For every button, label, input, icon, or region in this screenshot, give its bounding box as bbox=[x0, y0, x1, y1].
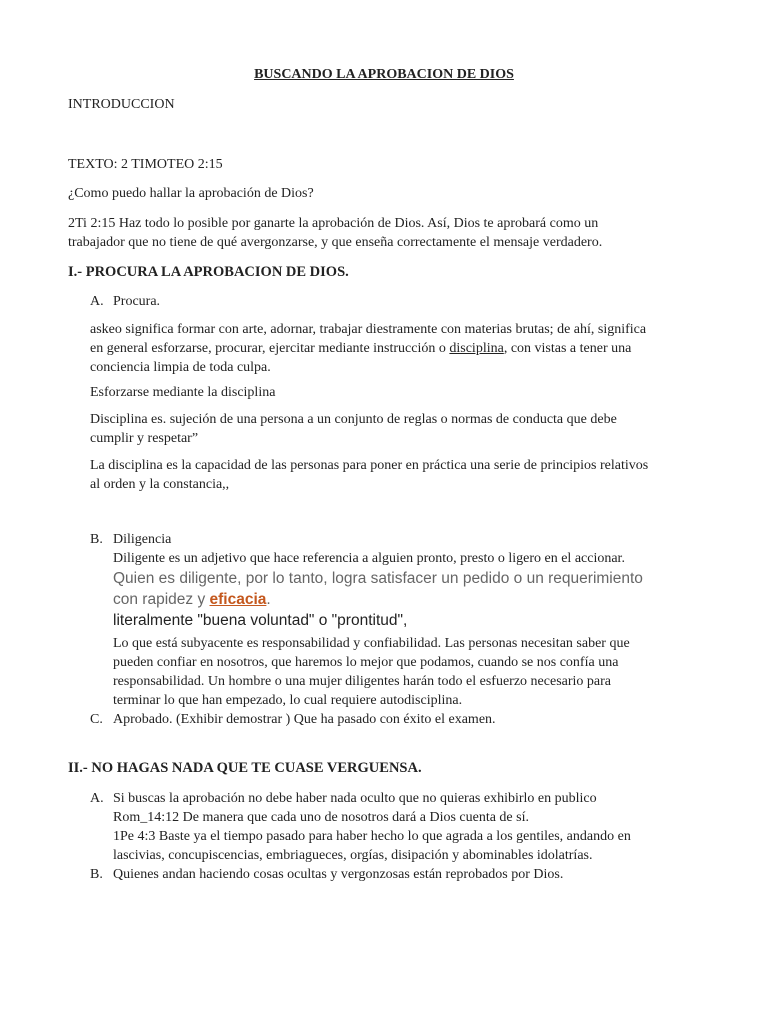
askeo-line: askeo significa formar con arte, adornar, trabajar diestramente con materias brutas; de ahí, significa bbox=[90, 322, 647, 337]
disciplina-definition: Disciplina es. sujeción de una persona a un conjunto de reglas o normas de conducta que debe cumplir y respetar” bbox=[90, 412, 617, 446]
section-2-heading: II.- NO HAGAS NADA QUE TE CUASE VERGUENSA. bbox=[68, 760, 422, 776]
pe-verse: 1Pe 4:3 Baste ya el tiempo pasado para haber hecho lo que agrada a los gentiles, andando en bbox=[113, 829, 631, 844]
askeo-line: conciencia limpia de toda culpa. bbox=[90, 360, 271, 375]
texto-reference: TEXTO: 2 TIMOTEO 2:15 bbox=[68, 157, 223, 172]
document-title: BUSCANDO LA APROBACION DE DIOS bbox=[254, 67, 514, 82]
askeo-paragraph bbox=[90, 320, 646, 377]
document-page: BUSCANDO LA APROBACION DE DIOS INTRODUCCION TEXTO: 2 TIMOTEO 2:15 ¿Como puedo hallar la aprobación de Dios? 2Ti 2:15 Haz todo lo posible por ganarte la aprobación de Dios. Así, Dios te aprobará como un trabajador que no tiene de qué avergonzarse, y que enseña correctamente el mensaje verdadero. I.- PROCURA LA APROBACION DE DIOS. A. Procura. askeo significa formar con arte, adornar, trabajar diestramente con materias brutas; de ahí, significa en general esforzarse, procurar, ejercitar mediante instrucción o disciplina, con vistas a tener una conciencia limpia de toda culpa. Esforzarse mediante la disciplina Disciplina es. sujeción de una persona a un conjunto de reglas o normas de conducta que debe cumplir y respetar” La disciplina es la capacidad de las personas para poner en práctica una serie de principios relativos al orden y la constancia,, B. Diligencia Diligente es un adjetivo que hace referencia a alguien pronto, presto o ligero en el accionar. Quien es diligente, por lo tanto, logra satisfacer un pedido o un requerimiento con rapidez y eficacia. literalmente "buena voluntad" o "prontitud", Lo que está subyacente es responsabilidad y confiabilidad. Las personas necesitan saber que pueden confiar en nosotros, que haremos lo mejor que podamos, cuando se nos confía una responsabilidad. Un hombre o una mujer diligentes harán todo el esfuerzo necesario para terminar lo que han empezado, lo cual requiere autodisciplina. C. Aprobado. (Exhibir demostrar ) Que ha pasado con éxito el examen. II.- NO HAGAS NADA QUE TE CUASE VERGUENSA. A. Si buscas la aprobación no debe haber nada oculto que no quieras exhibirlo en publico Rom_14:12 De manera que cada uno de nosotros dará a Dios cuenta de sí. 1Pe 4:3 Baste ya el tiempo pasado para haber hecho lo que agrada a los gentiles, andando en lascivias, concupiscencias, embriagueces, orgías, disipación y abominables idolatrías. B. Quienes andan haciendo cosas ocultas y vergonzosas están reprobados por Dios. bbox=[0, 0, 768, 1024]
list-marker: A. bbox=[90, 791, 104, 806]
eficacia-link[interactable]: eficacia bbox=[209, 591, 267, 608]
list-item-label: Diligencia bbox=[113, 532, 172, 547]
section-2-item-a: A. Si buscas la aprobación no debe haber nada oculto que no quieras exhibirlo en publico Rom_14:12 De manera que cada uno de nosotros dará a Dios cuenta de sí. 1Pe 4:3 Baste ya el tiempo pasado para haber hecho lo que agrada a los gentiles, andando en lascivias, concupiscencias, embriagueces, orgías, disipación y abominables idolatrías. bbox=[90, 789, 710, 865]
rom-verse: Rom_14:12 De manera que cada uno de nosotros dará a Dios cuenta de sí. bbox=[113, 810, 529, 825]
verse-line: 2Ti 2:15 Haz todo lo posible por ganarte la aprobación de Dios. Así, Dios te aprobará como un bbox=[68, 216, 599, 231]
list-marker: B. bbox=[90, 532, 103, 547]
verse-paragraph bbox=[68, 214, 602, 252]
list-marker: B. bbox=[90, 867, 103, 882]
list-item-label: Procura. bbox=[113, 294, 161, 309]
list-marker: A. bbox=[90, 294, 104, 309]
section-1-heading: I.- PROCURA LA APROBACION DE DIOS. bbox=[68, 264, 349, 280]
askeo-line: en general esforzarse, procurar, ejercitar mediante instrucción o disciplina, con vistas a tener una bbox=[90, 341, 632, 356]
list-item-b bbox=[90, 530, 710, 710]
esforzarse-text: Esforzarse mediante la disciplina bbox=[90, 385, 276, 400]
list-marker: C. bbox=[90, 712, 103, 727]
disciplina-link[interactable]: disciplina bbox=[449, 341, 504, 356]
diligente-sans-line: Quien es diligente, por lo tanto, logra satisfacer un pedido o un requerimiento bbox=[113, 570, 643, 587]
diligente-line: Diligente es un adjetivo que hace referencia a alguien pronto, presto o ligero en el accionar. bbox=[113, 551, 625, 566]
list-item-label: Aprobado. (Exhibir demostrar ) Que ha pasado con éxito el examen. bbox=[113, 712, 496, 727]
responsabilidad-paragraph: Lo que está subyacente es responsabilidad y confiabilidad. Las personas necesitan saber que pueden confiar en nosotros, que haremos lo mejor que podamos, cuando se nos confía una responsabilidad. Un hombre o una mujer diligentes harán todo el esfuerzo necesario para terminar lo que han empezado, lo cual requiere autodisciplina. bbox=[113, 636, 630, 708]
question-text: ¿Como puedo hallar la aprobación de Dios? bbox=[68, 186, 314, 201]
intro-heading: INTRODUCCION bbox=[68, 97, 175, 112]
literalmente-line: literalmente "buena voluntad" o "prontitud", bbox=[113, 612, 408, 629]
disciplina-capacity: La disciplina es la capacidad de las personas para poner en práctica una serie de principios relativos al orden y la constancia,, bbox=[90, 458, 649, 492]
verse-line: trabajador que no tiene de qué avergonzarse, y que enseña correctamente el mensaje verdadero. bbox=[68, 235, 603, 250]
diligente-sans-line: con rapidez y eficacia. bbox=[113, 591, 271, 608]
